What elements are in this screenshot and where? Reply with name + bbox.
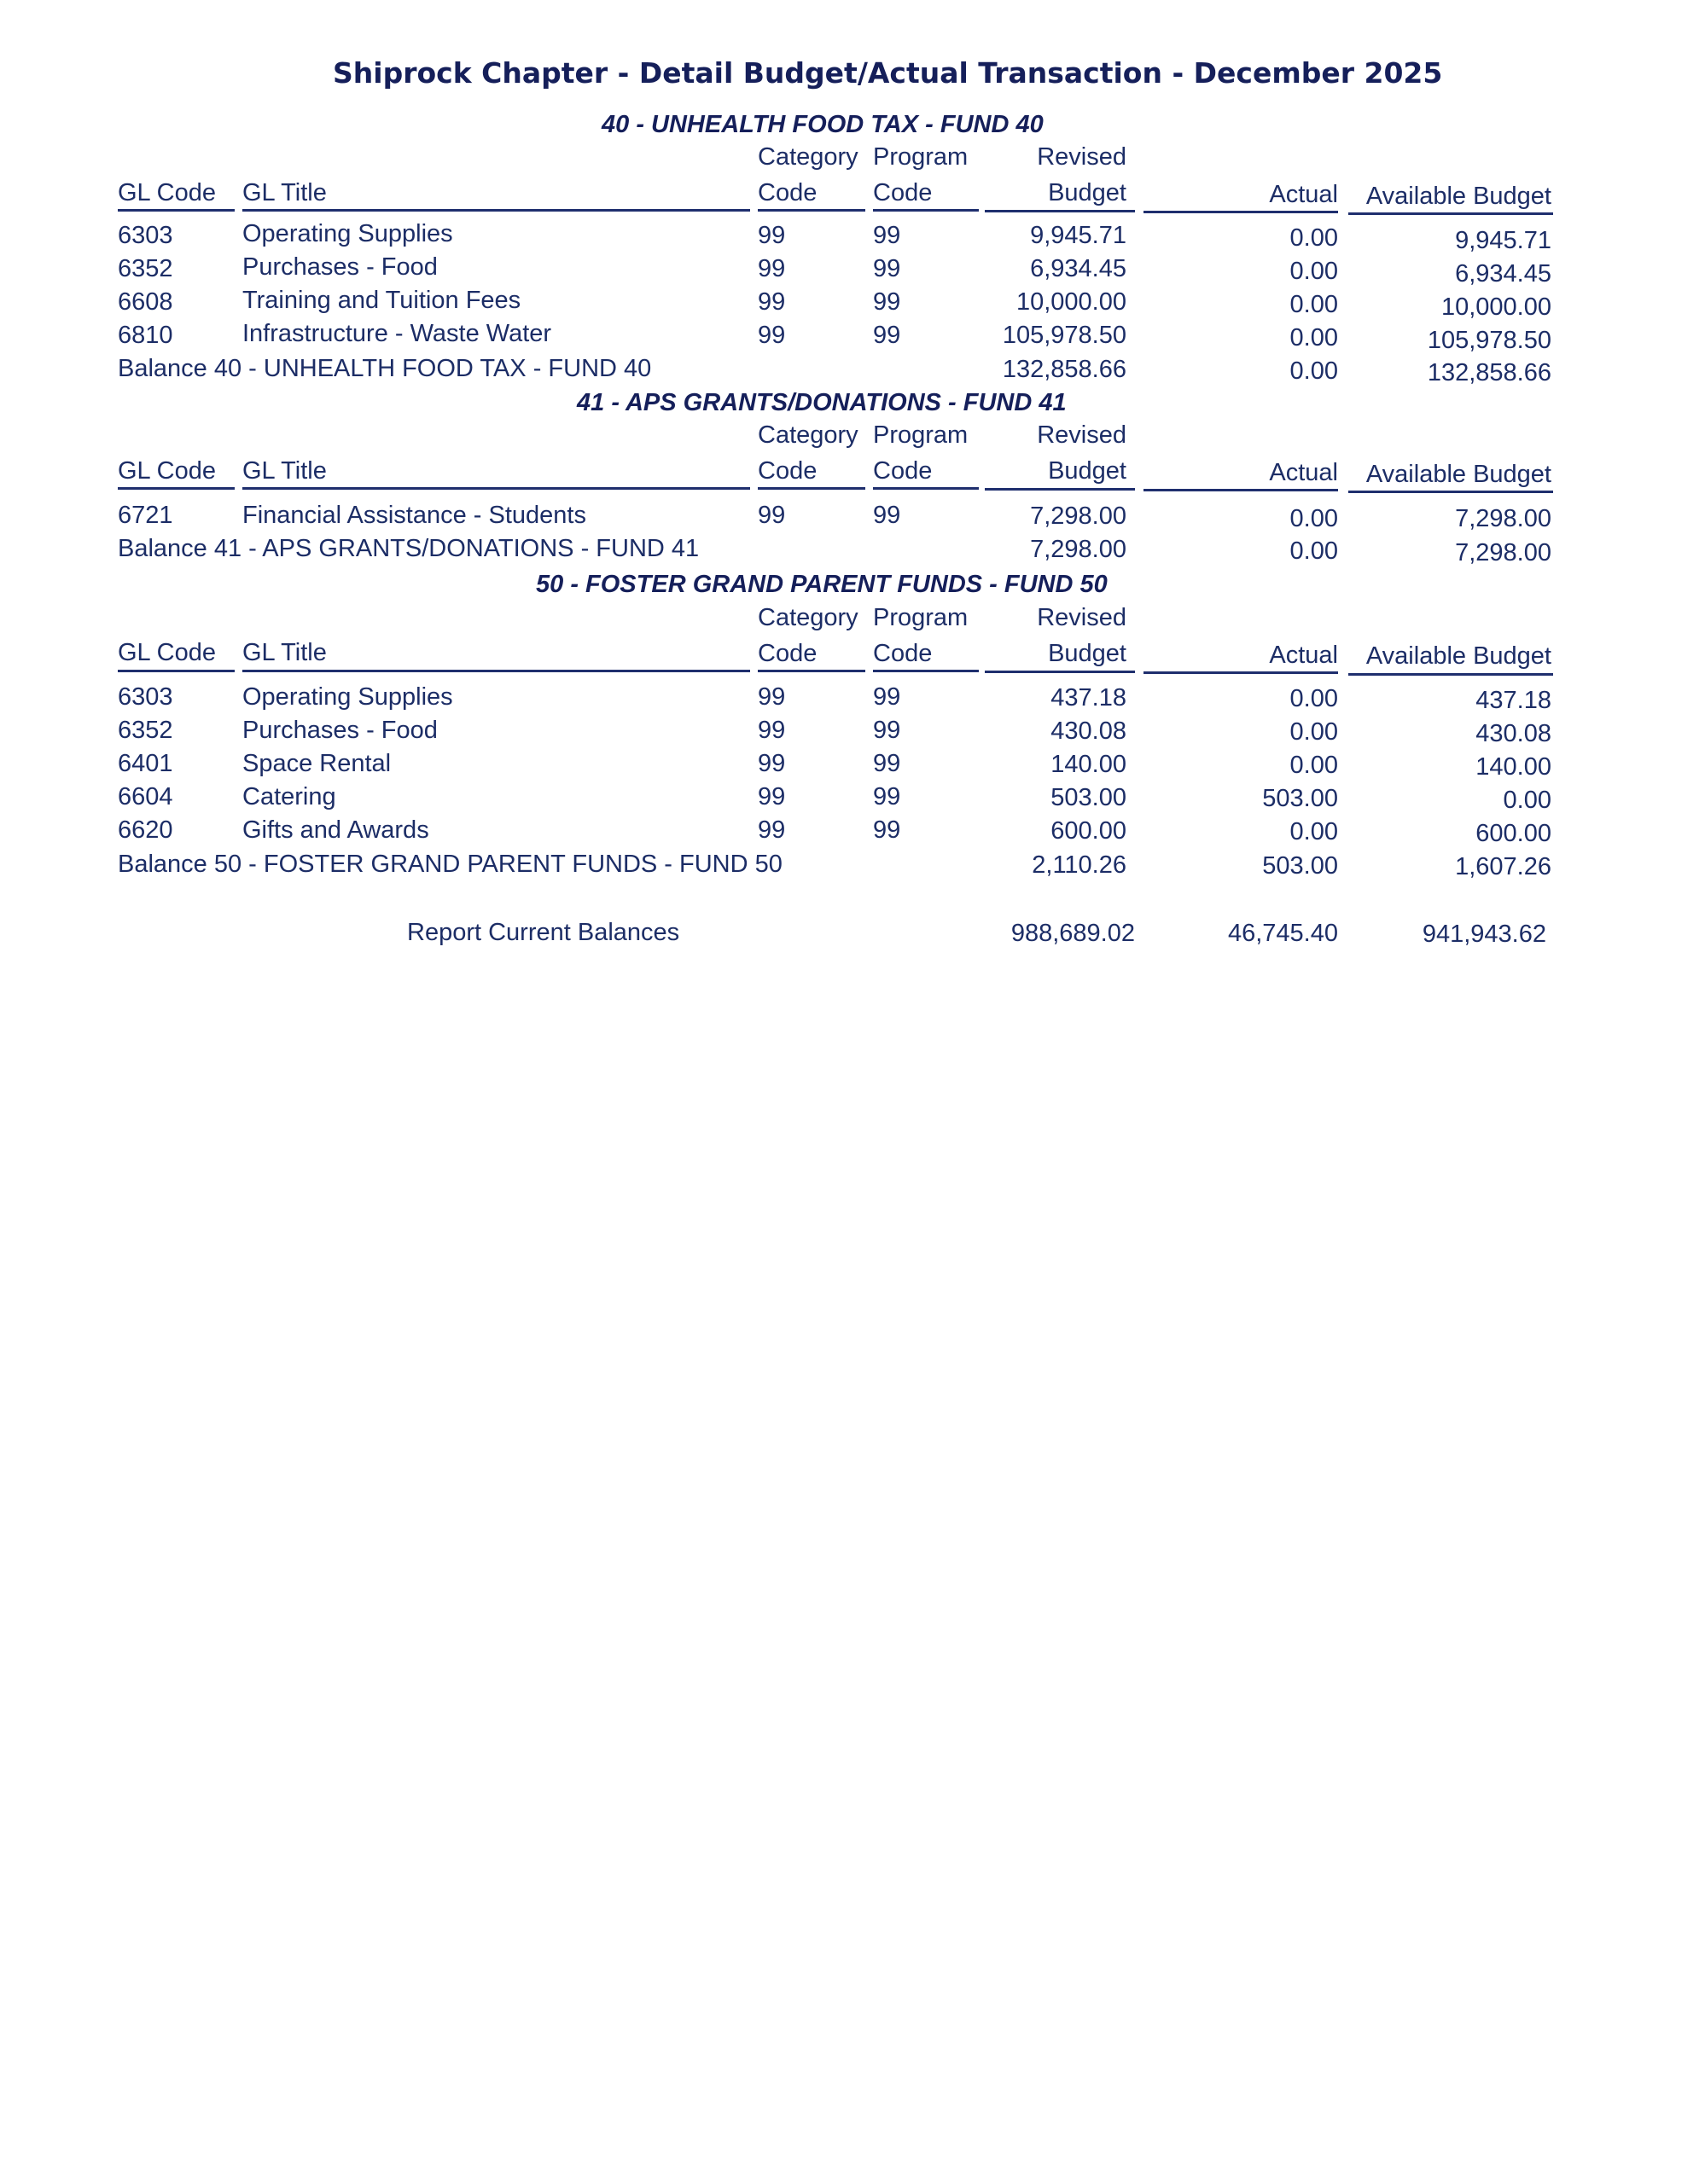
budget-cell: 503.00 (1050, 784, 1126, 811)
header-category-line1: Category (758, 143, 858, 171)
header-rule (985, 210, 1135, 212)
gl-title-cell: Catering (242, 783, 336, 810)
gl-title-cell: Financial Assistance - Students (242, 502, 586, 529)
actual-cell: 0.00 (1289, 818, 1338, 845)
report-title: Shiprock Chapter - Detail Budget/Actual Transaction - December 2025 (333, 56, 1443, 90)
header-rule (118, 209, 235, 212)
header-rule (1143, 671, 1338, 674)
header-rule (118, 670, 235, 672)
header-category-line2: Code (758, 457, 818, 485)
balance-available: 1,607.26 (1455, 853, 1551, 880)
program-code-cell: 99 (873, 750, 901, 777)
fund-title: 50 - FOSTER GRAND PARENT FUNDS - FUND 50 (536, 571, 1108, 598)
budget-cell: 6,934.45 (1030, 255, 1126, 282)
header-rule (1143, 489, 1338, 491)
balance-available: 132,858.66 (1427, 359, 1551, 386)
header-rule (1143, 211, 1338, 213)
available-cell: 9,945.71 (1455, 227, 1551, 254)
balance-label: Balance 50 - FOSTER GRAND PARENT FUNDS - FUND 50 (118, 851, 783, 878)
gl-title-cell: Purchases - Food (242, 253, 438, 281)
gl-code-cell: 6604 (118, 783, 173, 810)
gl-code-cell: 6620 (118, 816, 173, 844)
category-code-cell: 99 (758, 322, 786, 349)
header-program-line2: Code (873, 457, 933, 485)
header-rule (873, 209, 979, 212)
balance-label: Balance 41 - APS GRANTS/DONATIONS - FUND 41 (118, 535, 700, 562)
program-code-cell: 99 (873, 255, 901, 282)
header-gl-code: GL Code (118, 639, 216, 666)
balance-actual: 503.00 (1262, 852, 1338, 880)
category-code-cell: 99 (758, 255, 786, 282)
header-rule (242, 209, 750, 212)
available-cell: 140.00 (1475, 753, 1551, 781)
header-available: Available Budget (1365, 642, 1551, 670)
available-cell: 600.00 (1475, 820, 1551, 847)
available-cell: 430.08 (1475, 720, 1551, 747)
balance-actual: 0.00 (1289, 357, 1338, 385)
budget-cell: 9,945.71 (1030, 222, 1126, 249)
program-code-cell: 99 (873, 322, 901, 349)
category-code-cell: 99 (758, 222, 786, 249)
budget-cell: 600.00 (1050, 817, 1126, 845)
balance-budget: 132,858.66 (1002, 356, 1126, 383)
grand-total-label: Report Current Balances (407, 919, 680, 946)
header-gl-code: GL Code (118, 179, 216, 206)
header-rule (758, 209, 865, 212)
gl-code-cell: 6303 (118, 683, 173, 711)
category-code-cell: 99 (758, 750, 786, 777)
available-cell: 105,978.50 (1427, 327, 1551, 354)
header-rule (873, 670, 979, 672)
header-category-line2: Code (758, 179, 818, 206)
header-rule (118, 487, 235, 490)
header-budget-line2: Budget (1048, 457, 1126, 485)
header-program-line1: Program (873, 421, 969, 449)
category-code-cell: 99 (758, 783, 786, 810)
category-code-cell: 99 (758, 502, 786, 529)
balance-budget: 7,298.00 (1030, 536, 1126, 563)
category-code-cell: 99 (758, 288, 786, 316)
header-budget-line2: Budget (1048, 179, 1126, 206)
header-program-line2: Code (873, 179, 933, 206)
gl-code-cell: 6721 (118, 502, 173, 529)
actual-cell: 0.00 (1289, 324, 1338, 351)
program-code-cell: 99 (873, 683, 901, 711)
budget-cell: 140.00 (1050, 751, 1126, 778)
program-code-cell: 99 (873, 288, 901, 316)
budget-cell: 437.18 (1050, 684, 1126, 712)
header-gl-title: GL Title (242, 179, 327, 206)
header-gl-title: GL Title (242, 457, 327, 485)
gl-title-cell: Training and Tuition Fees (242, 287, 521, 314)
header-rule (242, 487, 750, 490)
actual-cell: 0.00 (1289, 505, 1338, 532)
gl-title-cell: Operating Supplies (242, 683, 453, 711)
category-code-cell: 99 (758, 717, 786, 744)
actual-cell: 503.00 (1262, 785, 1338, 812)
header-program-line1: Program (873, 143, 969, 171)
gl-title-cell: Gifts and Awards (242, 816, 429, 844)
program-code-cell: 99 (873, 502, 901, 529)
fund-title: 41 - APS GRANTS/DONATIONS - FUND 41 (577, 389, 1067, 416)
budget-cell: 10,000.00 (1015, 288, 1126, 316)
header-program-line1: Program (873, 604, 969, 631)
header-category-line1: Category (758, 421, 858, 449)
gl-title-cell: Infrastructure - Waste Water (242, 320, 552, 347)
header-program-line2: Code (873, 640, 933, 667)
actual-cell: 0.00 (1289, 224, 1338, 252)
header-rule (1348, 491, 1553, 493)
header-rule (1348, 212, 1553, 215)
header-available: Available Budget (1365, 183, 1551, 210)
gl-code-cell: 6303 (118, 222, 173, 249)
balance-label: Balance 40 - UNHEALTH FOOD TAX - FUND 40 (118, 355, 652, 382)
header-budget-line1: Revised (1037, 421, 1126, 449)
grand-total-available: 941,943.62 (1422, 921, 1546, 948)
program-code-cell: 99 (873, 717, 901, 744)
gl-code-cell: 6352 (118, 255, 173, 282)
grand-total-actual: 46,745.40 (1227, 920, 1338, 947)
header-budget-line1: Revised (1037, 143, 1126, 171)
gl-code-cell: 6352 (118, 717, 173, 744)
header-rule (758, 670, 865, 672)
actual-cell: 0.00 (1289, 291, 1338, 318)
gl-code-cell: 6608 (118, 288, 173, 316)
gl-title-cell: Operating Supplies (242, 220, 453, 247)
available-cell: 7,298.00 (1455, 505, 1551, 532)
gl-title-cell: Purchases - Food (242, 717, 438, 744)
gl-title-cell: Space Rental (242, 750, 392, 777)
header-category-line2: Code (758, 640, 818, 667)
header-rule (873, 487, 979, 490)
header-actual: Actual (1269, 642, 1338, 669)
header-rule (758, 487, 865, 490)
header-category-line1: Category (758, 604, 858, 631)
actual-cell: 0.00 (1289, 258, 1338, 285)
program-code-cell: 99 (873, 222, 901, 249)
header-budget-line2: Budget (1048, 640, 1126, 667)
available-cell: 10,000.00 (1440, 293, 1551, 321)
header-actual: Actual (1269, 181, 1338, 208)
fund-title: 40 - UNHEALTH FOOD TAX - FUND 40 (602, 111, 1044, 138)
balance-available: 7,298.00 (1455, 539, 1551, 566)
category-code-cell: 99 (758, 816, 786, 844)
header-rule (985, 488, 1135, 491)
program-code-cell: 99 (873, 816, 901, 844)
budget-cell: 7,298.00 (1030, 502, 1126, 530)
header-rule (1348, 673, 1553, 676)
balance-budget: 2,110.26 (1032, 851, 1126, 879)
program-code-cell: 99 (873, 783, 901, 810)
gl-code-cell: 6401 (118, 750, 173, 777)
available-cell: 0.00 (1503, 787, 1551, 814)
actual-cell: 0.00 (1289, 718, 1338, 746)
grand-total-budget: 988,689.02 (1010, 920, 1135, 947)
header-budget-line1: Revised (1037, 604, 1126, 631)
actual-cell: 0.00 (1289, 752, 1338, 779)
header-rule (985, 671, 1135, 673)
category-code-cell: 99 (758, 683, 786, 711)
header-gl-code: GL Code (118, 457, 216, 485)
available-cell: 437.18 (1475, 687, 1551, 714)
budget-cell: 105,978.50 (1002, 322, 1126, 349)
header-gl-title: GL Title (242, 639, 327, 666)
header-rule (242, 670, 750, 672)
gl-code-cell: 6810 (118, 322, 173, 349)
actual-cell: 0.00 (1289, 685, 1338, 712)
available-cell: 6,934.45 (1455, 260, 1551, 288)
header-actual: Actual (1269, 459, 1338, 486)
budget-cell: 430.08 (1050, 717, 1126, 745)
balance-actual: 0.00 (1289, 537, 1338, 565)
header-available: Available Budget (1365, 461, 1551, 488)
